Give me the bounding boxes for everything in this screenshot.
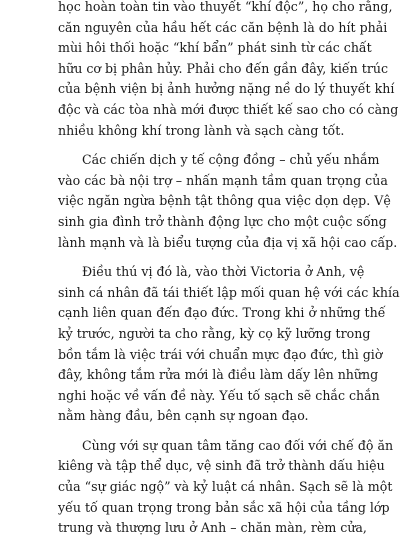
paragraph — [58, 0, 399, 141]
text-line: đây, không tắm rửa mới là điều làm dấy lên những — [58, 367, 379, 383]
text-line: căn nguyên của hầu hết các căn bệnh là do hít phải — [58, 19, 388, 35]
text-line: Cùng với sự quan tâm tăng cao đối với chế độ ăn — [82, 437, 394, 453]
text-line: hữu cơ bị phân hủy. Phải cho đến gần đây, kiến trúc — [58, 60, 389, 76]
text-line: của “sự giác ngộ” và kỷ luật cá nhân. Sạch sẽ là một — [58, 479, 393, 495]
text-line: kỷ trước, người ta cho rằng, kỳ cọ kỹ lưỡng trong — [58, 325, 371, 341]
text-line: nhiều không khí trong lành và sạch càng tốt. — [58, 122, 345, 138]
text-line: của bệnh viện bị ảnh hưởng nặng nề do lý thuyết khí — [58, 81, 395, 97]
text-line: Điều thú vị đó là, vào thời Victoria ở Anh, vệ — [82, 264, 365, 280]
text-line: việc ngăn ngừa bệnh tật thông qua việc dọn dẹp. Vệ — [58, 193, 391, 209]
text-line: học hoàn toàn tin vào thuyết “khí độc”, họ cho rằng, — [58, 0, 393, 14]
text-line: yếu tố quan trọng trong bản sắc xã hội của tầng lớp — [58, 499, 390, 515]
paragraph — [58, 262, 400, 427]
text-line: trung và thượng lưu ở Anh – chăn màn, rèm cửa, — [58, 520, 367, 536]
text-line: nghi hoặc về vấn đề này. Yếu tố sạch sẽ chắc chắn — [58, 387, 380, 403]
text-line: kiêng và tập thể dục, vệ sinh đã trở thành dấu hiệu — [58, 458, 385, 474]
text-line: sinh cá nhân đã tái thiết lập mối quan hệ với các khía — [58, 284, 400, 300]
text-line: vào các bà nội trợ – nhấn mạnh tầm quan trọng của — [58, 172, 388, 188]
paragraph — [58, 436, 394, 539]
paragraph — [58, 150, 398, 253]
text-line: cạnh liên quan đến đạo đức. Trong khi ở những thế — [58, 305, 386, 321]
text-line: lành mạnh và là biểu tượng của địa vị xã hội cao cấp. — [58, 234, 398, 250]
text-line: nằm hàng đầu, bên cạnh sự ngoan đạo. — [58, 408, 309, 424]
text-line: độc và các tòa nhà mới được thiết kế sao cho có càng — [58, 101, 399, 117]
text-line: mùi hôi thối hoặc “khí bẩn” phát sinh từ các chất — [58, 40, 372, 56]
text-line: Các chiến dịch y tế cộng đồng – chủ yếu nhắm — [82, 152, 380, 168]
text-line: bồn tắm là việc trái với chuẩn mực đạo đức, thì giờ — [58, 346, 383, 362]
text-line: sinh gia đình trở thành động lực cho một cuộc sống — [58, 213, 387, 229]
body-text — [58, 0, 400, 539]
